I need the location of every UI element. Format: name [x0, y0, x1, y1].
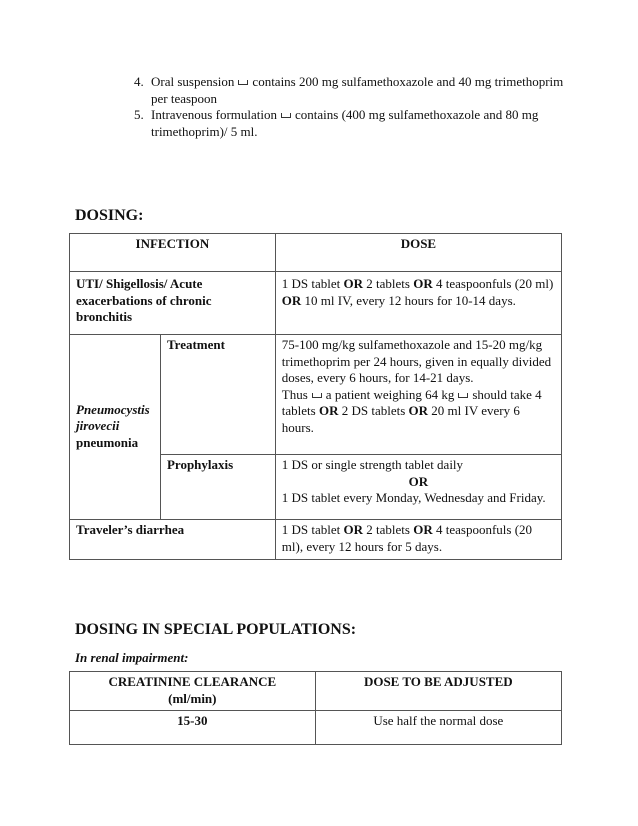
- dosing-heading: DOSING:: [75, 207, 144, 224]
- or-label: OR: [343, 276, 364, 291]
- list-number: 5.: [134, 107, 144, 122]
- special-populations-heading: DOSING IN SPECIAL POPULATIONS:: [75, 621, 357, 638]
- dose-text: 2 tablets: [363, 522, 414, 537]
- dose-text: 4 teaspoonfuls (20 ml): [432, 276, 554, 291]
- placeholder-box-icon: [238, 80, 248, 85]
- column-header-dose: DOSE: [275, 234, 561, 272]
- list-text: Oral suspension: [151, 74, 235, 89]
- list-text: contains (400 mg sulfamethoxazole and 80 mg trimethoprim)/ 5 ml.: [151, 107, 539, 139]
- or-label: OR: [281, 292, 302, 308]
- dose-text: 20 ml IV every 6 hours.: [281, 403, 520, 435]
- dose-text: 10 ml IV, every 12 hours for 10-14 days.: [301, 292, 516, 308]
- list-item: [134, 107, 574, 140]
- infection-cell: Traveler’s diarrhea: [70, 520, 276, 560]
- or-label: OR: [413, 522, 433, 537]
- table-header-row: [70, 672, 562, 711]
- column-header-clearance: CREATININE CLEARANCE (ml/min): [70, 672, 316, 711]
- renal-table: [69, 671, 562, 745]
- dose-text: 2 tablets: [363, 276, 414, 291]
- infection-cell: UTI/ Shigellosis/ Acute exacerbations of chronic bronchitis: [70, 272, 276, 335]
- renal-subheading: In renal impairment:: [75, 650, 189, 665]
- or-label: OR: [408, 403, 429, 418]
- formulation-list: [134, 74, 574, 140]
- infection-cell: [70, 335, 161, 520]
- subtype-cell-prophylaxis: Prophylaxis: [160, 455, 275, 520]
- or-label: OR: [413, 276, 433, 291]
- dose-cell: [275, 272, 561, 335]
- list-item: [134, 74, 574, 107]
- subtype-cell-treatment: Treatment: [160, 335, 275, 455]
- column-header-dose: DOSE TO BE ADJUSTED: [315, 672, 561, 711]
- list-text: contains 200 mg sulfamethoxazole and 40 mg trimethoprim per teaspoon: [151, 74, 564, 106]
- table-header-row: [70, 234, 562, 272]
- placeholder-box-icon: [281, 113, 291, 118]
- dose-text: 1 DS tablet every Monday, Wednesday and Friday.: [281, 490, 546, 505]
- dose-cell: Use half the normal dose: [315, 711, 561, 745]
- dose-cell: [275, 455, 561, 520]
- dose-text: 1 DS tablet: [281, 276, 344, 291]
- placeholder-box-icon: [458, 393, 468, 398]
- or-label: OR: [318, 403, 339, 418]
- dose-text: Thus: [281, 386, 308, 402]
- dose-text: 1 DS or single strength tablet daily: [281, 457, 464, 472]
- list-text: Intravenous formulation: [151, 107, 277, 122]
- dosing-table: [69, 233, 562, 560]
- list-number: 4.: [134, 74, 144, 89]
- dose-cell: [275, 520, 561, 560]
- or-label: OR: [408, 473, 429, 489]
- dose-cell: [275, 335, 561, 455]
- dose-text: a patient weighing 64 kg: [325, 386, 455, 402]
- table-row: [70, 711, 562, 745]
- table-row: [70, 272, 562, 335]
- infection-name: pneumonia: [76, 434, 139, 450]
- dose-text: 75-100 mg/kg sulfamethoxazole and 15-20 mg/kg trimethoprim per 24 hours, given in equally divided doses, every 6 hours, for 14-21 days.: [281, 337, 552, 385]
- or-label: OR: [343, 522, 364, 537]
- placeholder-box-icon: [312, 393, 322, 398]
- dose-text: 1 DS tablet: [281, 522, 344, 537]
- dose-text: should take 4 tablets: [281, 386, 542, 418]
- table-row: [70, 335, 562, 455]
- dose-text: 2 DS tablets: [338, 403, 409, 418]
- table-row: [70, 520, 562, 560]
- dose-text: 4 teaspoonfuls (20 ml), every 12 hours for 5 days.: [281, 522, 533, 554]
- column-header-infection: INFECTION: [70, 234, 276, 272]
- clearance-cell: 15-30: [70, 711, 316, 745]
- infection-name: Pneumocystis jirovecii: [76, 401, 150, 434]
